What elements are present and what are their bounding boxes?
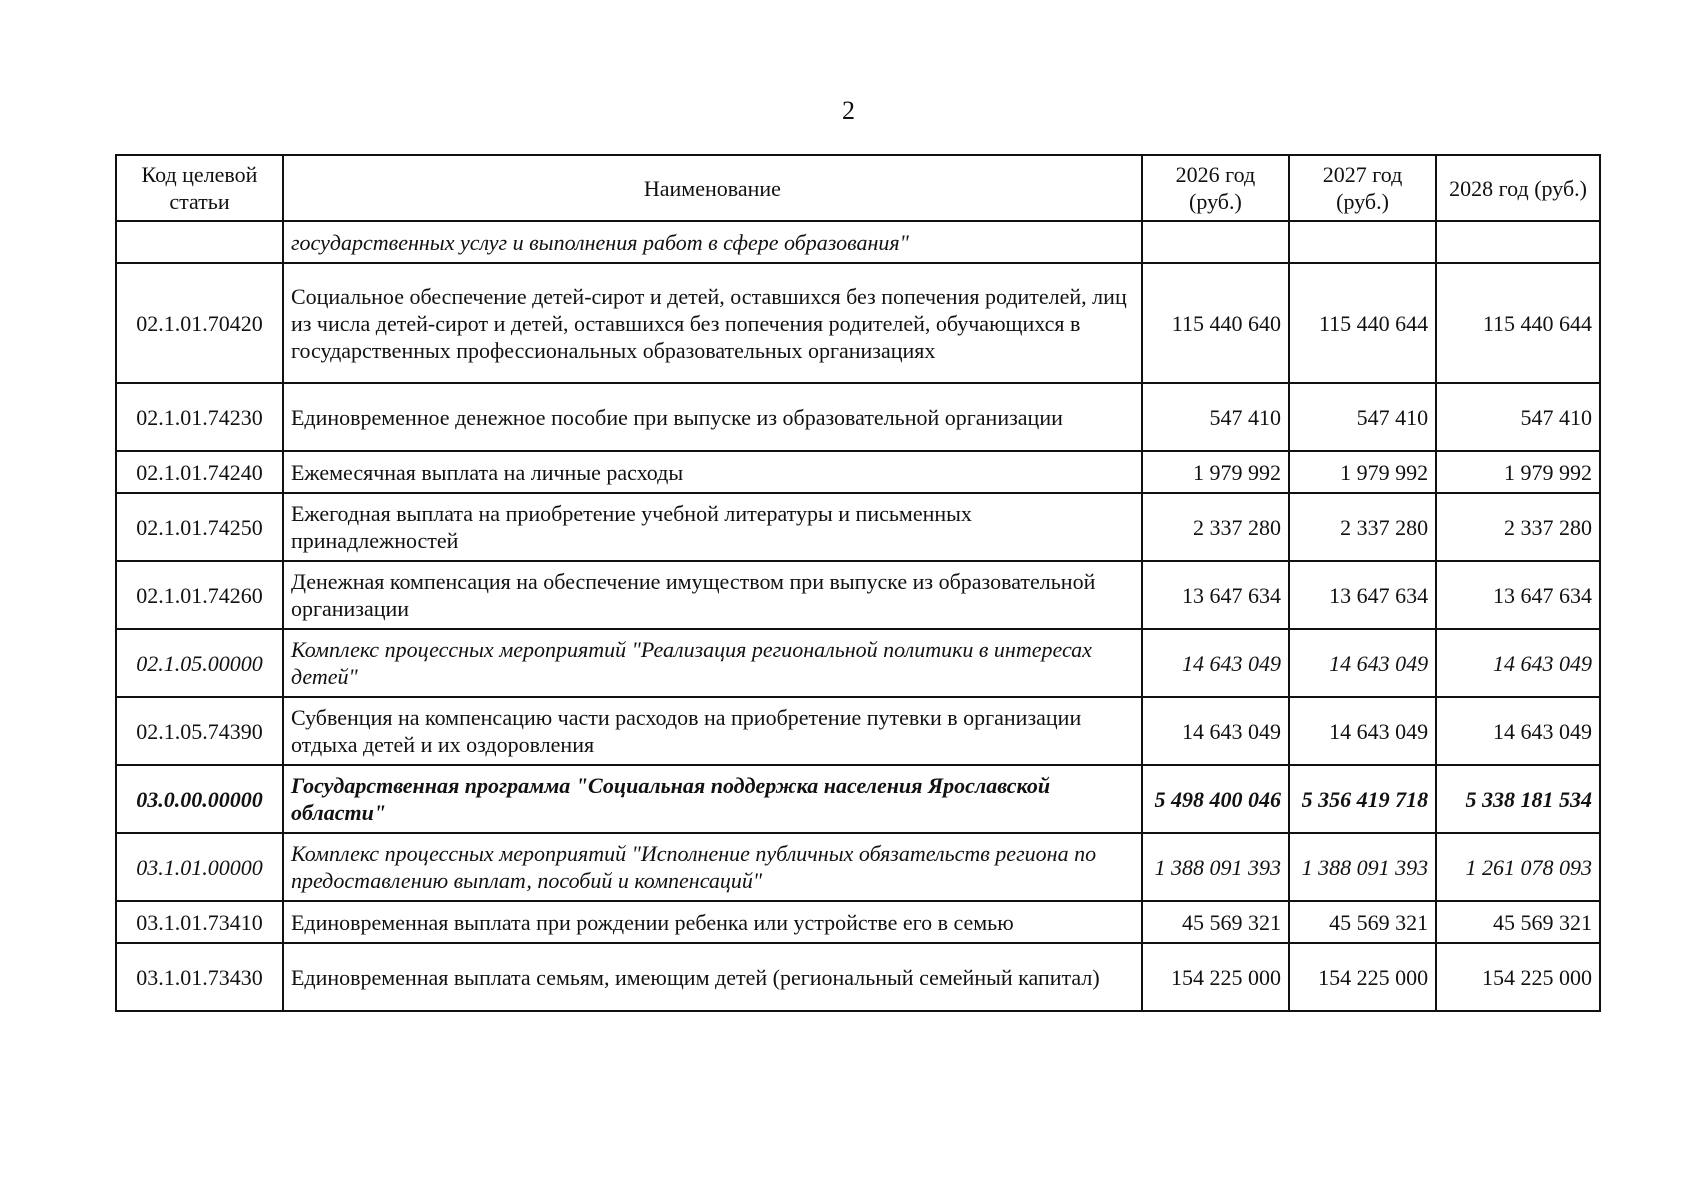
cell-code: 03.0.00.00000 xyxy=(116,765,283,833)
table-row xyxy=(116,943,1600,1011)
cell-2026: 1 979 992 xyxy=(1142,451,1289,493)
cell-2027: 14 643 049 xyxy=(1289,629,1436,697)
budget-table xyxy=(115,154,1601,1012)
cell-2028 xyxy=(1436,221,1600,263)
cell-2026: 45 569 321 xyxy=(1142,901,1289,943)
table-row xyxy=(116,697,1600,765)
cell-2028: 1 261 078 093 xyxy=(1436,833,1600,901)
header-2026: 2026 год (руб.) xyxy=(1142,155,1289,221)
cell-2027: 154 225 000 xyxy=(1289,943,1436,1011)
cell-code: 02.1.01.74260 xyxy=(116,561,283,629)
cell-2027: 115 440 644 xyxy=(1289,263,1436,383)
cell-name: Комплекс процессных мероприятий "Исполнение публичных обязательств региона по предоставлению выплат, пособий и компенсаций" xyxy=(283,833,1142,901)
cell-2028: 13 647 634 xyxy=(1436,561,1600,629)
cell-2028: 115 440 644 xyxy=(1436,263,1600,383)
table-row xyxy=(116,221,1600,263)
cell-name: Субвенция на компенсацию части расходов на приобретение путевки в организации отдыха детей и их оздоровления xyxy=(283,697,1142,765)
cell-2028: 547 410 xyxy=(1436,383,1600,451)
header-2027: 2027 год (руб.) xyxy=(1289,155,1436,221)
page-number: 2 xyxy=(842,96,855,125)
cell-2027: 1 979 992 xyxy=(1289,451,1436,493)
cell-2027 xyxy=(1289,221,1436,263)
table-row xyxy=(116,901,1600,943)
cell-code: 02.1.05.74390 xyxy=(116,697,283,765)
table-row xyxy=(116,561,1600,629)
cell-2028: 14 643 049 xyxy=(1436,697,1600,765)
table-row xyxy=(116,383,1600,451)
cell-2027: 1 388 091 393 xyxy=(1289,833,1436,901)
cell-2026: 547 410 xyxy=(1142,383,1289,451)
cell-name: Комплекс процессных мероприятий "Реализация региональной политики в интересах детей" xyxy=(283,629,1142,697)
table-row xyxy=(116,765,1600,833)
cell-name: Ежегодная выплата на приобретение учебной литературы и письменных принадлежностей xyxy=(283,493,1142,561)
table-row xyxy=(116,833,1600,901)
table-body xyxy=(116,221,1600,1011)
cell-2028: 5 338 181 534 xyxy=(1436,765,1600,833)
cell-code: 02.1.01.70420 xyxy=(116,263,283,383)
cell-code: 02.1.01.74250 xyxy=(116,493,283,561)
cell-code: 03.1.01.00000 xyxy=(116,833,283,901)
cell-code: 02.1.01.74240 xyxy=(116,451,283,493)
table-row xyxy=(116,493,1600,561)
cell-2027: 547 410 xyxy=(1289,383,1436,451)
table-row xyxy=(116,263,1600,383)
cell-2027: 13 647 634 xyxy=(1289,561,1436,629)
cell-name: Денежная компенсация на обеспечение имуществом при выпуске из образовательной организации xyxy=(283,561,1142,629)
cell-2026: 14 643 049 xyxy=(1142,629,1289,697)
cell-name: Единовременное денежное пособие при выпуске из образовательной организации xyxy=(283,383,1142,451)
cell-name: государственных услуг и выполнения работ в сфере образования" xyxy=(283,221,1142,263)
cell-2028: 154 225 000 xyxy=(1436,943,1600,1011)
cell-name: Государственная программа "Социальная поддержка населения Ярославской области" xyxy=(283,765,1142,833)
cell-2028: 14 643 049 xyxy=(1436,629,1600,697)
cell-2027: 5 356 419 718 xyxy=(1289,765,1436,833)
cell-2026: 14 643 049 xyxy=(1142,697,1289,765)
cell-2026: 154 225 000 xyxy=(1142,943,1289,1011)
cell-2028: 45 569 321 xyxy=(1436,901,1600,943)
cell-2027: 14 643 049 xyxy=(1289,697,1436,765)
table-header-row xyxy=(116,155,1600,221)
cell-2026: 13 647 634 xyxy=(1142,561,1289,629)
header-name: Наименование xyxy=(283,155,1142,221)
cell-code: 02.1.05.00000 xyxy=(116,629,283,697)
cell-name: Социальное обеспечение детей-сирот и детей, оставшихся без попечения родителей, лиц из числа детей-сирот и детей, оставшихся без попечения родителей, обучающихся в государственных профессиональных образовательных организациях xyxy=(283,263,1142,383)
cell-code: 03.1.01.73410 xyxy=(116,901,283,943)
cell-name: Ежемесячная выплата на личные расходы xyxy=(283,451,1142,493)
cell-2026 xyxy=(1142,221,1289,263)
cell-name: Единовременная выплата семьям, имеющим детей (региональный семейный капитал) xyxy=(283,943,1142,1011)
header-code: Код целевой статьи xyxy=(116,155,283,221)
cell-code xyxy=(116,221,283,263)
cell-code: 03.1.01.73430 xyxy=(116,943,283,1011)
cell-2026: 5 498 400 046 xyxy=(1142,765,1289,833)
cell-2028: 1 979 992 xyxy=(1436,451,1600,493)
cell-2027: 45 569 321 xyxy=(1289,901,1436,943)
cell-2026: 1 388 091 393 xyxy=(1142,833,1289,901)
table-row xyxy=(116,451,1600,493)
table-row xyxy=(116,629,1600,697)
cell-2028: 2 337 280 xyxy=(1436,493,1600,561)
cell-2026: 2 337 280 xyxy=(1142,493,1289,561)
cell-2026: 115 440 640 xyxy=(1142,263,1289,383)
header-2028: 2028 год (руб.) xyxy=(1436,155,1600,221)
cell-2027: 2 337 280 xyxy=(1289,493,1436,561)
cell-name: Единовременная выплата при рождении ребенка или устройстве его в семью xyxy=(283,901,1142,943)
cell-code: 02.1.01.74230 xyxy=(116,383,283,451)
